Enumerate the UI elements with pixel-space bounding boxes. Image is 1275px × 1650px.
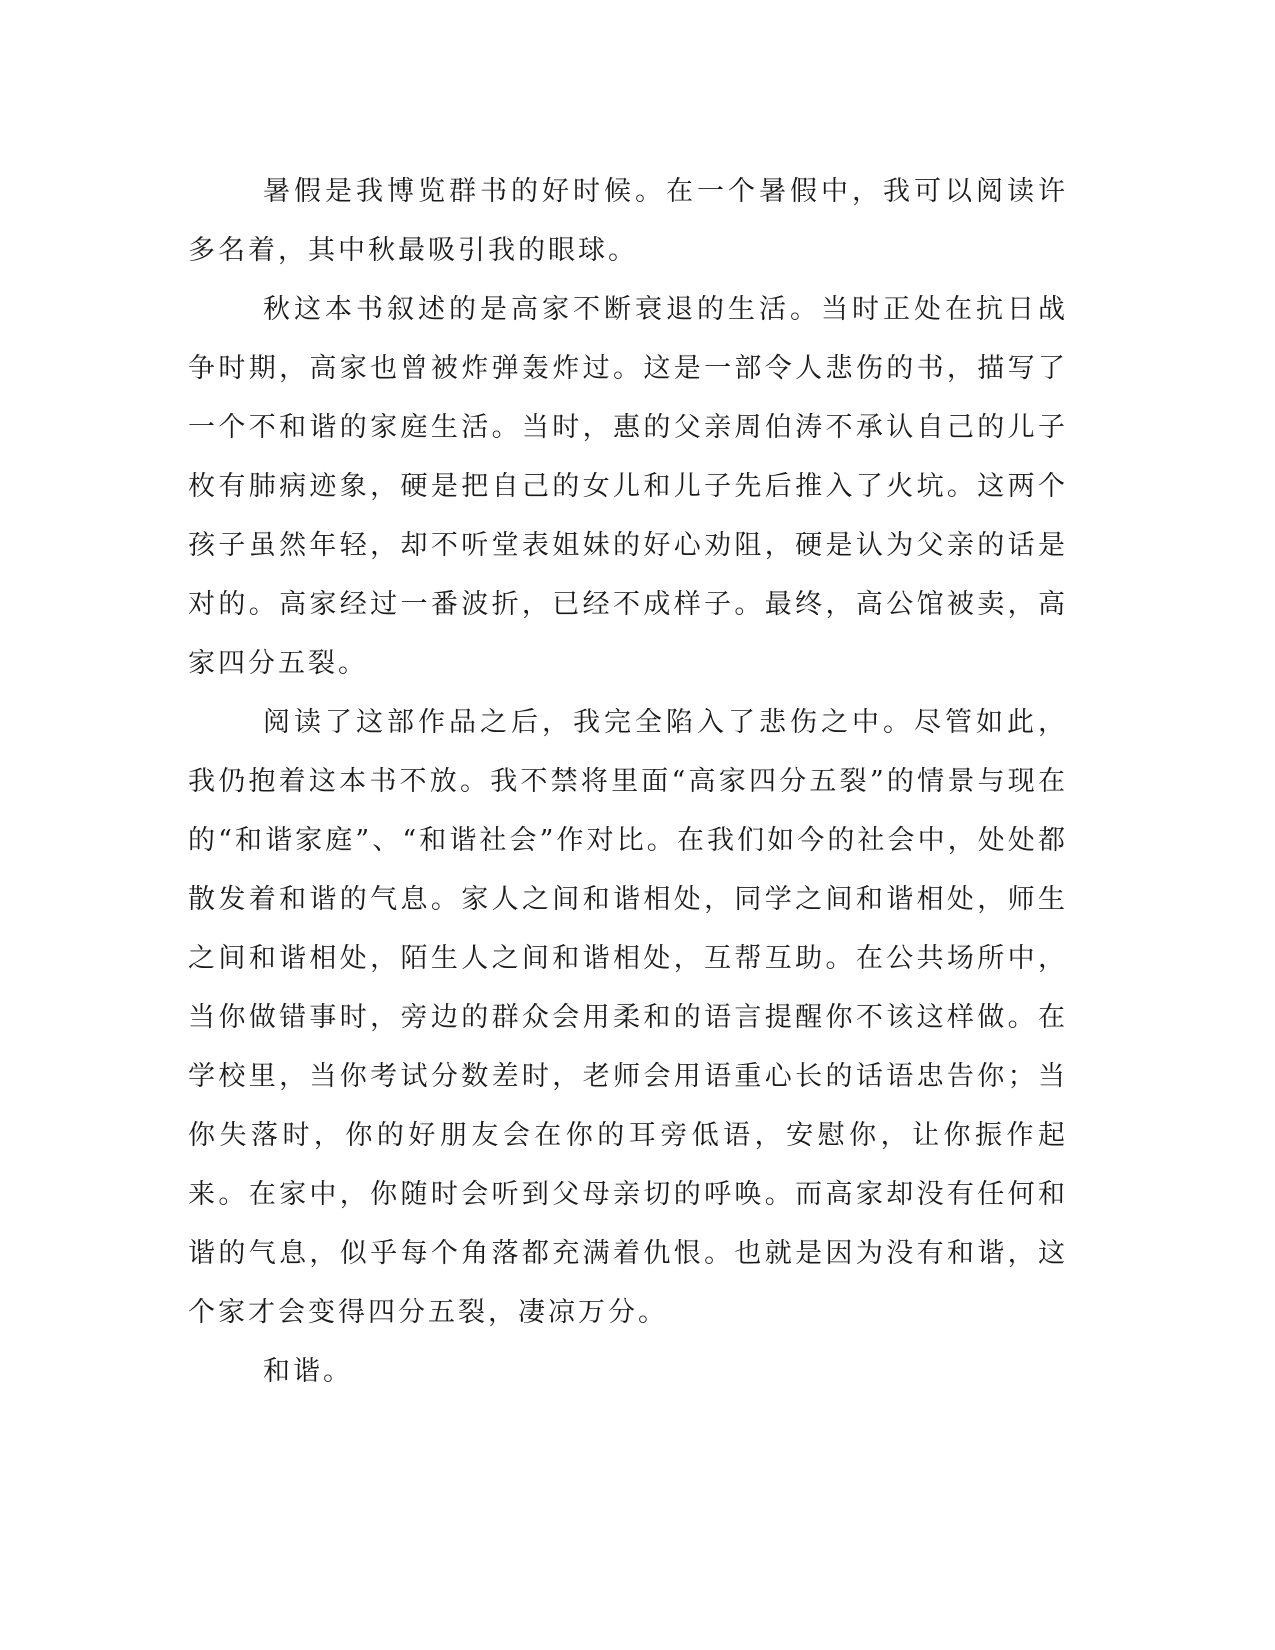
paragraph-2: 秋这本书叙述的是高家不断衰退的生活。当时正处在抗日战争时期，高家也曾被炸弹轰炸过。这是一部令人悲伤的书，描写了一个不和谐的家庭生活。当时，惠的父亲周伯涛不承认自己的儿子枚有肺病迹象，硬是把自己的女儿和儿子先后推入了火坑。这两个孩子虽然年轻，却不听堂表姐妹的好心劝阻，硬是认为父亲的话是对的。高家经过一番波折，已经不成样子。最终，高公馆被卖，高家四分五裂。	[188, 294, 1068, 679]
paragraph-4: 和谐。	[263, 1356, 353, 1387]
paragraph-1: 暑假是我博览群书的好时候。在一个暑假中，我可以阅读许多名着，其中秋最吸引我的眼球。	[188, 176, 1068, 266]
document-body	[188, 162, 1068, 1401]
paragraph-3: 阅读了这部作品之后，我完全陷入了悲伤之中。尽管如此，我仍抱着这本书不放。我不禁将里面“高家四分五裂”的情景与现在的“和谐家庭”、“和谐社会”作对比。在我们如今的社会中，处处都散发着和谐的气息。家人之间和谐相处，同学之间和谐相处，师生之间和谐相处，陌生人之间和谐相处，互帮互助。在公共场所中，当你做错事时，旁边的群众会用柔和的语言提醒你不该这样做。在学校里，当你考试分数差时，老师会用语重心长的话语忠告你；当你失落时，你的好朋友会在你的耳旁低语，安慰你，让你振作起来。在家中，你随时会听到父母亲切的呼唤。而高家却没有任何和谐的气息，似乎每个角落都充满着仇恨。也就是因为没有和谐，这个家才会变得四分五裂，凄凉万分。	[188, 707, 1068, 1328]
